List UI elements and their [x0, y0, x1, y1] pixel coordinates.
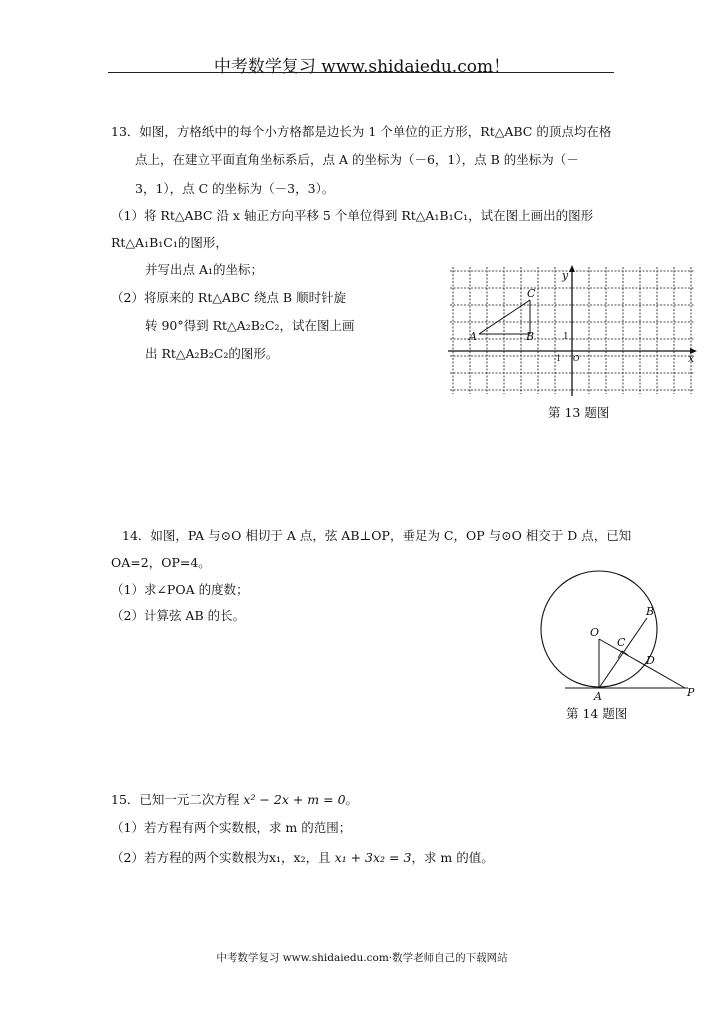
label-B: B	[646, 605, 655, 618]
q15-equation: x² − 2x + m = 0	[243, 792, 346, 807]
header-rule	[108, 72, 614, 73]
label-D: D	[646, 654, 655, 667]
label-one-x: 1	[556, 354, 562, 363]
label-O: O	[573, 354, 580, 363]
q13-line1: 13．如图，方格纸中的每个小方格都是边长为 1 个单位的正方形，Rt△ABC 的顶点均在格	[111, 124, 612, 139]
q13-part1-line1: （1）将 Rt△ABC 沿 x 轴正方向平移 5 个单位得到 Rt△A₁B₁C₁，试在图上画出的图形	[111, 208, 594, 223]
q13-grid-figure	[445, 262, 700, 398]
q15-line1	[111, 790, 358, 808]
label-C: C	[527, 287, 536, 300]
q13-figure-caption: 第 13 题图	[548, 405, 610, 420]
q14-line1: 14．如图，PA 与⊙O 相切于 A 点，弦 AB⊥OP，垂足为 C，OP 与⊙O 相交于 D 点，已知	[122, 528, 632, 543]
q15-line1-suffix: 。	[345, 792, 359, 807]
q13-part2-line3: 出 Rt△A₂B₂C₂的图形。	[145, 346, 279, 361]
q14-line2: OA=2，OP=4。	[111, 555, 211, 570]
label-A: A	[469, 330, 477, 343]
q13-part2-line1: （2）将原来的 Rt△ABC 绕点 B 顺时针旋	[111, 290, 347, 305]
label-P: P	[687, 686, 695, 699]
label-A: A	[594, 690, 602, 703]
q15-part1: （1）若方程有两个实数根，求 m 的范围；	[111, 820, 352, 835]
q15-part2	[111, 848, 494, 866]
label-O: O	[590, 626, 600, 639]
label-y: y	[562, 269, 569, 282]
y-axis-arrow	[569, 265, 575, 272]
q14-part2: （2）计算弦 AB 的长。	[111, 608, 246, 623]
q14-part1: （1）求∠POA 的度数；	[111, 582, 249, 597]
q13-part2-line2: 转 90°得到 Rt△A₂B₂C₂，试在图上画	[145, 318, 355, 333]
q15-part2-expr: x₁ + 3x₂ = 3	[334, 850, 412, 865]
label-one-y: 1	[563, 332, 569, 342]
label-C: C	[617, 636, 626, 649]
label-x: x	[688, 352, 695, 365]
q13-part1-line3: 并写出点 A₁的坐标；	[145, 262, 264, 277]
page-header: 中考数学复习 www.shidaiedu.com！	[213, 57, 511, 77]
q14-circle-figure	[540, 560, 705, 705]
q13-line2: 点上，在建立平面直角坐标系后，点 A 的坐标为（－6，1），点 B 的坐标为（－	[135, 152, 579, 167]
label-B: B	[526, 330, 535, 343]
q14-figure-caption: 第 14 题图	[566, 706, 628, 721]
q15-part2-suffix: ，求 m 的值。	[411, 850, 494, 865]
q13-line3: 3，1），点 C 的坐标为（－3，3）。	[135, 181, 335, 196]
page-footer: 中考数学复习 www.shidaiedu.com·数学老师自己的下载网站	[216, 952, 508, 964]
segment-AB	[599, 618, 647, 688]
segment-OP	[599, 639, 685, 688]
q15-part2-prefix: （2）若方程的两个实数根为x₁，x₂，且	[111, 850, 335, 865]
q15-line1-prefix: 15．已知一元二次方程	[111, 792, 244, 807]
q13-part1-line2: Rt△A₁B₁C₁的图形，	[111, 235, 228, 250]
